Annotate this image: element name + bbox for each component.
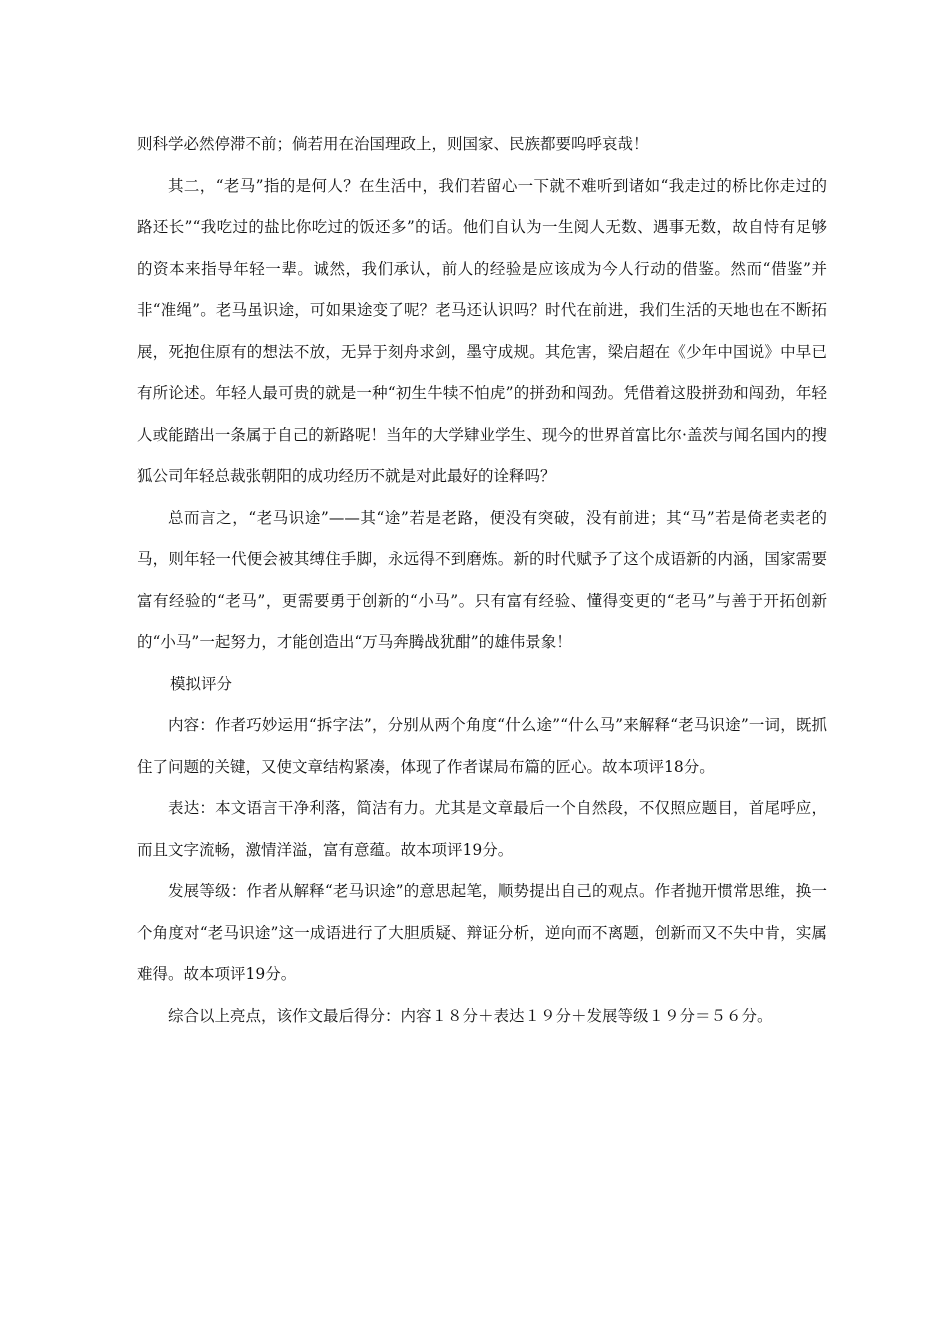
paragraph-continuation: 则科学必然停滞不前；倘若用在治国理政上，则国家、民族都要呜呼哀哉！ xyxy=(137,135,649,153)
review-total-score: 综合以上亮点，该作文最后得分：内容１８分＋表达１９分＋发展等级１９分＝５６分。 xyxy=(168,1006,773,1025)
review-content: 内容：作者巧妙运用“拆字法”，分别从两个角度“什么途”“什么马”来解释“老马识途”一词，既抓住了问题的关键，又使文章结构紧凑，体现了作者谋局布篇的匠心。故本项评18分。 xyxy=(137,716,827,776)
paragraph-old-horse-who: 其二，“老马”指的是何人？在生活中，我们若留心一下就不难听到诸如“我走过的桥比你走过的路还长”“我吃过的盐比你吃过的饭还多”的话。他们自认为一生阅人无数、遇事无数，故自恃有足够的资本来指导年轻一辈。诚然，我们承认，前人的经验是应该成为今人行动的借鉴。然而“借鉴”并非“准绳”。老马虽识途，可如果途变了呢？老马还认识吗？时代在前进，我们生活的天地也在不断拓展，死抱住原有的想法不放，无异于刻舟求剑，墨守成规。其危害，梁启超在《少年中国说》中早已有所论述。年轻人最可贵的就是一种“初生牛犊不怕虎”的拼劲和闯劲。凭借着这股拼劲和闯劲，年轻人或能踏出一条属于自己的新路呢！当年的大学肄业学生、现今的世界首富比尔·盖茨与闻名国内的搜狐公司年轻总裁张朝阳的成功经历不就是对此最好的诠释吗？ xyxy=(137,176,827,485)
document-body xyxy=(137,124,827,1037)
review-expression: 表达：本文语言干净利落，简洁有力。尤其是文章最后一个自然段，不仅照应题目，首尾呼应，而且文字流畅，激情洋溢，富有意蕴。故本项评19分。 xyxy=(137,799,827,859)
review-development: 发展等级：作者从解释“老马识途”的意思起笔，顺势提出自己的观点。作者抛开惯常思维，换一个角度对“老马识途”这一成语进行了大胆质疑、辩证分析，逆向而不离题，创新而又不失中肯，实属难得。故本项评19分。 xyxy=(137,882,827,983)
section-heading-mock-scoring: 模拟评分 xyxy=(170,674,233,693)
paragraph-conclusion: 总而言之，“老马识途”——其“途”若是老路，便没有突破，没有前进；其“马”若是倚老卖老的马，则年轻一代便会被其缚住手脚，永远得不到磨炼。新的时代赋予了这个成语新的内涵，国家需要富有经验的“老马”，更需要勇于创新的“小马”。只有富有经验、懂得变更的“老马”与善于开拓创新的“小马”一起努力，才能创造出“万马奔腾战犹酣”的雄伟景象！ xyxy=(137,508,827,651)
